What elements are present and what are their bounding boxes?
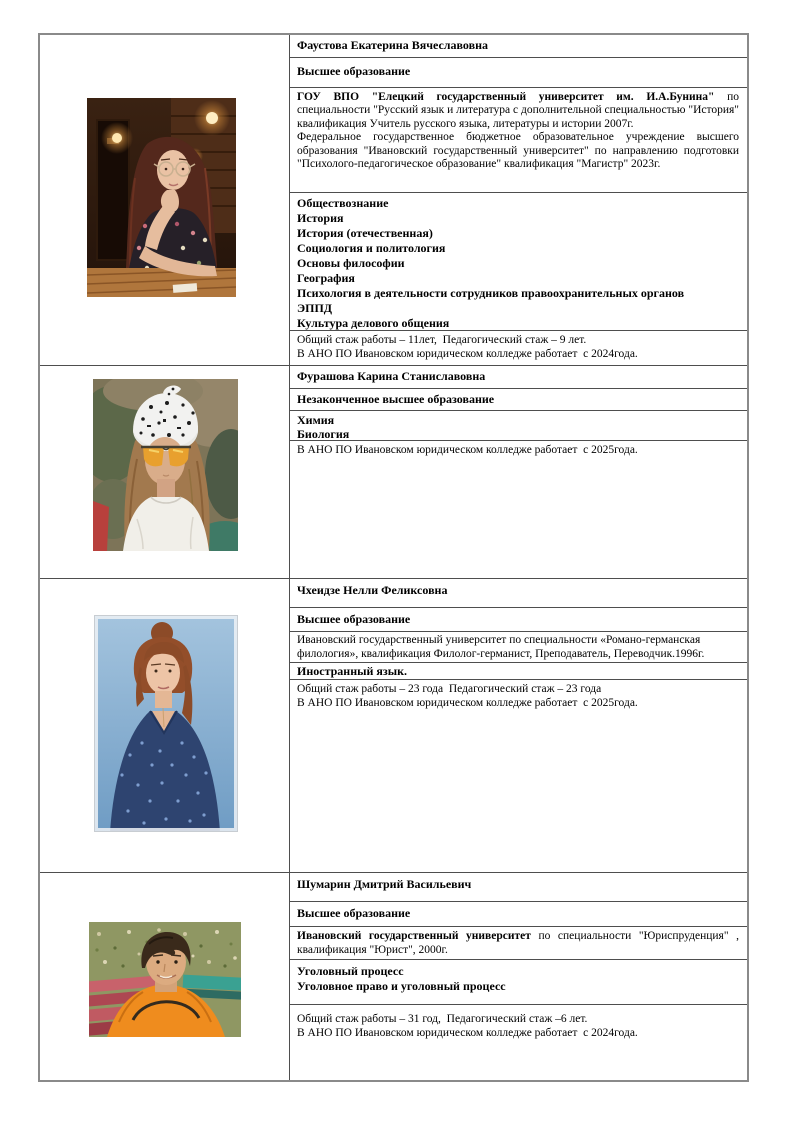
- subject-item: Уголовное право и уголовный процесс: [297, 979, 506, 994]
- qualification-details: [290, 88, 747, 193]
- qualification-details: Ивановский государственный университет по специальности «Романо-германская филология», квалификация Филолог-германист, Преподаватель, Переводчик.1996г.: [290, 632, 747, 663]
- subject-item: Химия: [297, 412, 335, 427]
- subject-item: История (отечественная): [297, 226, 433, 240]
- subjects-list: [290, 193, 747, 331]
- experience-line: Общий стаж работы – 23 года Педагогический стаж – 23 года: [297, 683, 602, 696]
- teacher-name: Фаустова Екатерина Вячеславовна: [290, 35, 747, 58]
- experience-info: [290, 331, 747, 365]
- subject-item: География: [297, 271, 355, 285]
- table-row: [40, 366, 747, 580]
- teacher-info: [290, 579, 747, 872]
- qualification-details: [290, 927, 747, 960]
- photo-cell: [40, 579, 290, 872]
- subject-item: Обществознание: [297, 196, 389, 210]
- subject-item: ЭППД: [297, 301, 333, 315]
- qualification-paragraph: Федеральное государственное бюджетное образовательное учреждение высшего образования "Ивановский государственный университет" по направлению подготовки "Психолого-педагогическое образование" квалификация "Магистр" 2023г.: [297, 131, 739, 171]
- teacher-photo-woman-glasses-cafe: [87, 98, 236, 297]
- university-name: ГОУ ВПО "Елецкий государственный университет им. И.А.Бунина": [297, 91, 715, 103]
- teacher-name: Шумарин Дмитрий Васильевич: [290, 873, 747, 902]
- experience-line: Общий стаж работы – 31 год, Педагогический стаж –6 лет.: [297, 1013, 588, 1026]
- subject-item: Биология: [297, 426, 350, 441]
- subject-item: Психология в деятельности сотрудников правоохранительных органов: [297, 286, 685, 300]
- faculty-table: [38, 33, 749, 1082]
- table-row: [40, 35, 747, 366]
- qualification-text: по специальности "Юриспруденция" , квалификация "Юрист", 2000г.: [297, 930, 739, 956]
- subjects-list: [290, 960, 747, 1005]
- table-row: [40, 579, 747, 873]
- photo-cell: [40, 366, 290, 579]
- experience-line: В АНО ПО Ивановском юридическом колледже работает с 2025года.: [297, 697, 638, 710]
- teacher-info: [290, 366, 747, 579]
- photo-cell: [40, 873, 290, 1080]
- qualification-paragraph: [297, 91, 739, 131]
- subject-item: История: [297, 211, 344, 225]
- teacher-photo-woman-studio-blue: [94, 615, 238, 832]
- experience-info: [290, 441, 747, 579]
- subjects-list: [290, 663, 747, 680]
- experience-info: [290, 680, 747, 872]
- subject-item: Иностранный язык.: [297, 664, 407, 679]
- experience-line: Общий стаж работы – 11лет, Педагогический стаж – 9 лет.: [297, 334, 587, 346]
- subject-item: Уголовный процесс: [297, 964, 404, 979]
- education-level: Высшее образование: [290, 902, 747, 927]
- photo-cell: [40, 35, 290, 365]
- teacher-info: [290, 35, 747, 365]
- subjects-list: [290, 411, 747, 441]
- experience-line: В АНО ПО Ивановском юридическом колледже работает с 2024года.: [297, 347, 638, 360]
- teacher-name: Чхеидзе Нелли Феликсовна: [290, 579, 747, 608]
- subject-item: Культура делового общения: [297, 316, 450, 330]
- experience-info: [290, 1005, 747, 1080]
- teacher-name: Фурашова Карина Станиславовна: [290, 366, 747, 389]
- education-level: Высшее образование: [290, 58, 747, 88]
- qualification-paragraph: [297, 930, 739, 957]
- table-row: [40, 873, 747, 1080]
- experience-line: В АНО ПО Ивановском юридическом колледже работает с 2024года.: [297, 1026, 638, 1039]
- teacher-photo-woman-bandana-outdoors: [93, 379, 238, 551]
- education-level: Высшее образование: [290, 608, 747, 632]
- experience-line: В АНО ПО Ивановском юридическом колледже работает с 2025года.: [297, 443, 638, 456]
- university-name: Ивановский государственный университет: [297, 930, 531, 943]
- teacher-photo-man-orange-outdoors: [89, 922, 241, 1037]
- teacher-info: [290, 873, 747, 1080]
- qualification-text: по специальности "Русский язык и литература с дополнительной специальностью "История" квалификация Учитель русского языка, литературы и истории 2007г.: [297, 91, 740, 130]
- education-level: Незаконченное высшее образование: [290, 389, 747, 411]
- subject-item: Социология и политология: [297, 241, 446, 255]
- subject-item: Основы философии: [297, 256, 405, 270]
